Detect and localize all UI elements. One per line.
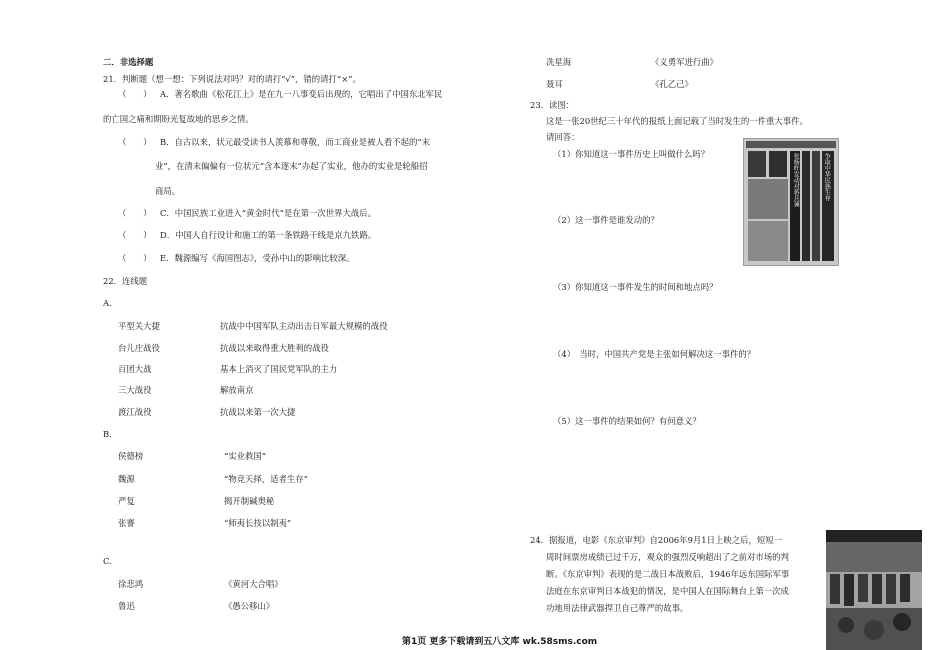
q23-question-3: （3）你知道这一事件发生的时间和地点吗？ <box>553 282 718 292</box>
q23-question-4: （4） 当时，中国共产党是主张如何解决这一事件的？ <box>553 349 756 359</box>
q22-b-right-3: “师夷长技以制夷” <box>224 518 292 528</box>
newspaper-headline-2: 争取中华民族生存 <box>823 153 831 201</box>
q22-b-right-2: 揭开制碱奥秘 <box>224 496 275 506</box>
q22-b-right-1: “物竞天择，适者生存” <box>224 474 308 484</box>
q21-b-line3: 商局。 <box>155 186 181 196</box>
q22-a-right-4: 抗战以来第一次大捷 <box>220 407 296 417</box>
page-footer: 第1页 更多下载请到五八文库 wk.58sms.com <box>402 637 598 647</box>
q22-b-left-2: 严复 <box>118 496 135 506</box>
q21-c-line1: C．中国民族工业进入“黄金时代”是在第一次世界大战后。 <box>160 208 376 218</box>
q21-a-line1: A．著名歌曲《松花江上》是在九一八事变后出现的，它唱出了中国东北军民 <box>160 89 443 99</box>
q22-c-left-1: 鲁迅 <box>118 601 135 611</box>
tokyo-trial-photo <box>826 530 922 650</box>
q24-line-3: 断。《东京审判》表现的是二战日本战败后，1946年远东国际军事 <box>546 569 790 579</box>
q22-a-left-4: 渡江战役 <box>118 407 152 417</box>
q22-a-right-3: 解放南京 <box>220 385 254 395</box>
q21-b-line2: 业”，在清末偏偏有一位状元“含本逐末”办起了实业，他办的实业是轮船招 <box>155 161 428 171</box>
q23-question-2: （2）这一事件是谁发动的？ <box>553 215 659 225</box>
newspaper-headline-1: 张杨昨发动对蒋兵谏 <box>792 153 800 207</box>
q24-line-2: 周时间票房成绩已过千万，观众的强烈反响超出了之前对市场的判 <box>546 552 789 562</box>
q22-a-right-1: 抗战以来取得重大胜利的战役 <box>220 343 329 353</box>
tokyo-trial-photo-graphic <box>826 530 922 650</box>
q21-e-line1: E．魏源编写《海国图志》，受孙中山的影响比较深。 <box>160 253 355 263</box>
q21-b-line1: B．自古以来，状元最受读书人羡慕和尊敬，而工商业是被人看不起的“末 <box>160 137 431 147</box>
newspaper-image <box>743 138 839 266</box>
q22-c-label: C． <box>103 556 118 566</box>
q22-c-right-2: 《义勇军进行曲》 <box>651 57 718 67</box>
q23-question-5: （5）这一事件的结果如何？有何意义？ <box>553 416 701 426</box>
q21-b-paren: （ ） <box>118 137 152 147</box>
q21-prompt: 21．判断题（想一想：下列说法对吗？对的请打“√”，错的请打“×”。 <box>103 74 361 84</box>
q22-a-left-3: 三大战役 <box>118 385 152 395</box>
q22-c-left-2: 冼星海 <box>546 57 572 67</box>
q22-b-right-0: “实业救国” <box>224 451 267 461</box>
q22-b-left-1: 魏源 <box>118 474 135 484</box>
q22-c-left-3: 聂耳 <box>546 79 563 89</box>
q23-ask: 请回答： <box>546 132 580 142</box>
q21-a-paren: （ ） <box>118 89 152 99</box>
q22-title: 22．连线题 <box>103 276 148 286</box>
q22-a-right-0: 抗战中中国军队主动出击日军最大规模的战役 <box>220 321 388 331</box>
q22-a-left-1: 台儿庄战役 <box>118 343 160 353</box>
q23-intro: 这是一张20世纪三十年代的报纸上面记载了当时发生的一件重大事件。 <box>546 116 808 126</box>
section-title: 二．非选择题 <box>103 57 154 67</box>
q21-a-line2: 的亡国之痛和期盼光复故地的思乡之情。 <box>103 114 254 124</box>
q22-c-right-3: 《孔乙己》 <box>651 79 693 89</box>
q22-a-left-2: 百团大战 <box>118 364 152 374</box>
q21-d-line1: D．中国人自行设计和施工的第一条铁路干线是京九铁路。 <box>160 230 377 240</box>
q24-line-4: 法庭在东京审判日本战犯的情况，是中国人在国际舞台上第一次成 <box>546 586 789 596</box>
q22-a-right-2: 基本上消灭了国民党军队的主力 <box>220 364 338 374</box>
q22-a-label: A． <box>103 298 118 308</box>
q22-c-right-0: 《黄河大合唱》 <box>224 579 283 589</box>
q22-b-label: B． <box>103 429 118 439</box>
q24-line-5: 功地用法律武器捍卫自己尊严的故事。 <box>546 603 689 613</box>
q22-b-left-3: 张謇 <box>118 518 135 528</box>
q21-d-paren: （ ） <box>118 230 152 240</box>
q22-a-left-0: 平型关大捷 <box>118 321 160 331</box>
q23-question-1: （1）你知道这一事件历史上叫做什么吗？ <box>553 149 710 159</box>
q21-e-paren: （ ） <box>118 253 152 263</box>
q21-c-paren: （ ） <box>118 208 152 218</box>
q24-line-1: 24．据报道，电影《东京审判》自2006年9月1日上映之后，短短一 <box>530 535 783 545</box>
q23-title: 23．读图： <box>530 100 575 110</box>
q22-c-right-1: 《愚公移山》 <box>224 601 275 611</box>
q22-c-left-0: 徐悲鸿 <box>118 579 144 589</box>
q22-b-left-0: 侯德榜 <box>118 451 144 461</box>
